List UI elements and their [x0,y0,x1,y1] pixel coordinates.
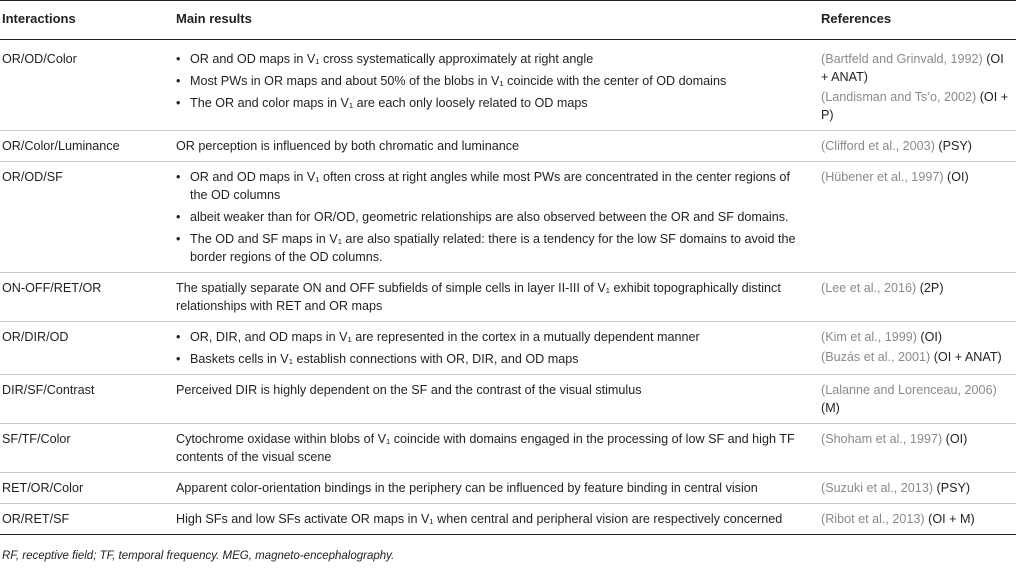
reference-citation-link[interactable]: Ribot et al., 2013 [825,512,921,526]
reference-entry: (Lee et al., 2016) (2P) [821,281,944,295]
reference-method: (OI) [947,170,969,184]
references-cell [815,504,1016,535]
reference-citation-link[interactable]: Shoham et al., 1997 [825,432,938,446]
references-cell [815,424,1016,473]
reference-citation-link[interactable]: Lee et al., 2016 [825,281,913,295]
main-results-cell [170,162,815,273]
main-results-cell: High SFs and low SFs activate OR maps in V₁ when central and peripheral vision are respectively concerned [170,504,815,535]
results-list [176,50,809,112]
reference-entry: (Bartfeld and Grinvald, 1992) (OI + ANAT) [821,52,1004,84]
result-item: • OR and OD maps in V₁ often cross at right angles while most PWs are concentrated in the center regions of the OD columns [176,168,809,204]
interaction-cell: SF/TF/Color [0,424,170,473]
table-row [0,40,1016,131]
result-item: • The OD and SF maps in V₁ are also spatially related: there is a tendency for the low SF domains to avoid the border regions of the OD columns. [176,230,809,266]
table-row [0,375,1016,424]
reference-citation-link[interactable]: Kim et al., 1999 [825,330,913,344]
references-cell [815,375,1016,424]
references-cell [815,162,1016,273]
reference-method: (OI + ANAT) [933,350,1002,364]
reference-method: (OI + ANAT) [821,52,1004,84]
table-row [0,424,1016,473]
reference-entry: (Shoham et al., 1997) (OI) [821,432,968,446]
reference-citation-link[interactable]: Landisman and Ts’o, 2002 [825,90,973,104]
results-list [176,328,809,368]
header-main-results: Main results [170,1,815,40]
reference-citation-link[interactable]: Buzás et al., 2001 [825,350,927,364]
main-results-cell: The spatially separate ON and OFF subfields of simple cells in layer II-III of V₁ exhibit topographically distinct relationships with RET and OR maps [170,273,815,322]
reference-entry: (Hübener et al., 1997) (OI) [821,170,969,184]
result-item: • albeit weaker than for OR/OD, geometric relationships are also observed between the OR and SF domains. [176,208,809,226]
result-item: • OR and OD maps in V₁ cross systematically approximately at right angle [176,50,809,68]
reference-method: (OI) [920,330,943,344]
result-item: • The OR and color maps in V₁ are each only loosely related to OD maps [176,94,809,112]
reference-entry: (Landisman and Ts’o, 2002) (OI + P) [821,90,1009,122]
references-cell [815,322,1016,375]
result-item: • Baskets cells in V₁ establish connections with OR, DIR, and OD maps [176,350,809,368]
results-list [176,168,809,266]
table-row [0,322,1016,375]
references-cell [815,40,1016,131]
interaction-cell: OR/OD/SF [0,162,170,273]
reference-entry: (Lalanne and Lorenceau, 2006) (M) [821,383,997,415]
interaction-cell: OR/RET/SF [0,504,170,535]
main-results-cell: Cytochrome oxidase within blobs of V₁ coincide with domains engaged in the processing of low SF and high TF contents of the visual scene [170,424,815,473]
reference-method: (M) [821,401,840,415]
references-cell [815,473,1016,504]
header-references: References [815,1,1016,40]
references-cell [815,131,1016,162]
reference-method: (OI) [945,432,968,446]
reference-entry: (Ribot et al., 2013) (OI + M) [821,512,975,526]
main-results-cell [170,40,815,131]
reference-entry: (Suzuki et al., 2013) (PSY) [821,481,971,495]
reference-citation-link[interactable]: Lalanne and Lorenceau, 2006 [825,383,993,397]
interaction-cell: OR/DIR/OD [0,322,170,375]
reference-method: (OI + M) [928,512,975,526]
reference-citation-link[interactable]: Bartfeld and Grinvald, 1992 [825,52,979,66]
header-interactions: Interactions [0,1,170,40]
table-header-row [0,1,1016,40]
interaction-cell: DIR/SF/Contrast [0,375,170,424]
interaction-cell: OR/Color/Luminance [0,131,170,162]
interaction-cell: ON-OFF/RET/OR [0,273,170,322]
reference-method: (PSY) [938,139,972,153]
reference-entry: (Kim et al., 1999) (OI) [821,330,943,344]
main-results-cell: OR perception is influenced by both chromatic and luminance [170,131,815,162]
table-row [0,162,1016,273]
result-item: • Most PWs in OR maps and about 50% of the blobs in V₁ coincide with the center of OD domains [176,72,809,90]
main-results-cell [170,322,815,375]
table-footnote: RF, receptive field; TF, temporal frequency. MEG, magneto-encephalography. [2,550,395,562]
table-row [0,504,1016,535]
result-item: • OR, DIR, and OD maps in V₁ are represented in the cortex in a mutually dependent manner [176,328,809,346]
reference-method: (PSY) [936,481,971,495]
reference-citation-link[interactable]: Suzuki et al., 2013 [825,481,929,495]
main-results-cell: Apparent color-orientation bindings in the periphery can be influenced by feature binding in central vision [170,473,815,504]
table-row [0,131,1016,162]
reference-method: (OI + P) [821,90,1009,122]
interaction-cell: RET/OR/Color [0,473,170,504]
reference-entry: (Buzás et al., 2001) (OI + ANAT) [821,350,1002,364]
reference-citation-link[interactable]: Hübener et al., 1997 [825,170,940,184]
reference-entry: (Clifford et al., 2003) (PSY) [821,139,972,153]
interaction-cell: OR/OD/Color [0,40,170,131]
references-cell [815,273,1016,322]
reference-method: (2P) [919,281,944,295]
table-row [0,273,1016,322]
reference-citation-link[interactable]: Clifford et al., 2003 [825,139,931,153]
table-body [0,40,1016,535]
main-results-cell: Perceived DIR is highly dependent on the SF and the contrast of the visual stimulus [170,375,815,424]
table-row [0,473,1016,504]
